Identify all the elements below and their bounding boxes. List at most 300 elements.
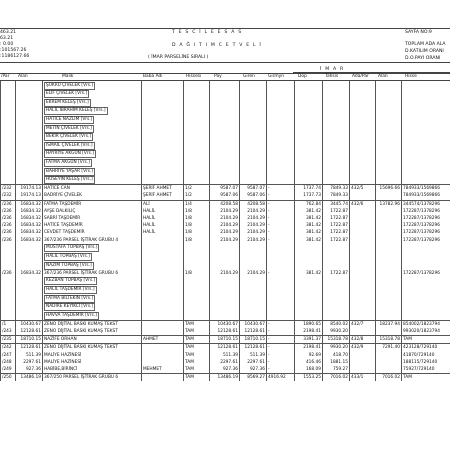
cell-giren: 10430.67: [240, 320, 267, 328]
cell-baba: [142, 311, 184, 320]
table-row: [1, 90, 450, 99]
cell-alan2: 7291.40: [376, 344, 402, 352]
cell-adapar: [350, 222, 376, 229]
cell-hisse2: [402, 252, 450, 261]
cell-baba: [142, 124, 184, 133]
cell-giren: 18710.15: [240, 336, 267, 344]
heir-owner-name: BAHRİYE YAŞAR [Vrs.]: [46, 168, 94, 174]
cell-alan: 16834.32: [16, 237, 43, 244]
cell-hisse: 1/2: [184, 192, 210, 200]
cell-alan2: 15318.78: [376, 336, 402, 344]
table-body: [1, 81, 450, 381]
heir-owner-name: METİN ÇİVELEK [Vrs.]: [46, 125, 92, 131]
cell-hisse2: 188115/729140: [402, 359, 450, 366]
table-row: [1, 192, 450, 200]
cell-alan2: [376, 294, 402, 303]
cell-girmyn: [267, 176, 295, 185]
cell-adapar: [350, 208, 376, 215]
cell-baba: [142, 98, 184, 107]
cell-malik: MALİYE HAZİNESİ: [43, 359, 142, 366]
col-header-hisse2: Hisse: [405, 74, 417, 79]
cell-hisse2: [402, 133, 450, 142]
table-row: [1, 185, 450, 193]
cell-hisse: [184, 158, 210, 167]
cell-hisse2: [402, 115, 450, 124]
cell-hisse2: [402, 294, 450, 303]
cell-alan2: [376, 311, 402, 320]
cell-alan: 10430.67: [16, 320, 43, 328]
cell-malik: BADRİYE ÇİVELEK: [43, 192, 142, 200]
cell-par: /236: [1, 229, 16, 236]
cell-hisse: [184, 277, 210, 286]
cell-dop: 2198.41: [295, 328, 323, 336]
table-row: [1, 222, 450, 229]
cell-alan2: [376, 192, 402, 200]
cell-giren: [240, 261, 267, 270]
cell-dop: [295, 294, 323, 303]
cell-giren: [240, 167, 267, 176]
cell-dop: 381.42: [295, 270, 323, 277]
table-row: [1, 336, 450, 344]
cell-alan: [16, 261, 43, 270]
cell-baba: [142, 158, 184, 167]
cell-alan2: [376, 107, 402, 116]
cell-giren: 2104.29: [240, 229, 267, 236]
cell-hisse2: 784933/1569866: [402, 185, 450, 193]
cell-alan2: [376, 158, 402, 167]
cell-adapar: [350, 81, 376, 90]
cell-alan: [16, 311, 43, 320]
cell-girmyn: -: [267, 215, 295, 222]
cell-giren: [240, 294, 267, 303]
cell-alan2: [376, 352, 402, 359]
cell-girmyn: [267, 252, 295, 261]
heir-owner-name: HALİL İBRAHİM KELEŞ [Vrs.]: [46, 108, 106, 114]
cell-adapar: [350, 352, 376, 359]
cell-girmyn: [267, 277, 295, 286]
col-header-adapar: Ada/Par: [352, 74, 369, 79]
cell-alan2: [376, 115, 402, 124]
cell-adapar: [350, 366, 376, 374]
cell-adapar: [350, 285, 376, 294]
cell-giren: 927.36: [240, 366, 267, 374]
cell-alan2: 15696.66: [376, 185, 402, 193]
cell-hisse: TAM: [184, 359, 210, 366]
cell-alan2: [376, 359, 402, 366]
cell-adapar: [350, 167, 376, 176]
cell-pay: [210, 294, 240, 303]
cell-hisse: TAM: [184, 320, 210, 328]
cell-hisse2: [402, 81, 450, 90]
cell-alan2: [376, 328, 402, 336]
cell-malik: [43, 261, 142, 270]
cell-alan: [16, 98, 43, 107]
table-row: [1, 229, 450, 236]
cell-adapar: [350, 150, 376, 159]
cell-adapar: [350, 124, 376, 133]
cell-hisse2: TAM: [402, 336, 450, 344]
cell-girmyn: [267, 285, 295, 294]
cell-tahsis: 7849.33: [323, 192, 350, 200]
cell-hisse2: 172287/1378296: [402, 237, 450, 244]
cell-dop: [295, 81, 323, 90]
cell-hisse: 1/8: [184, 237, 210, 244]
cell-baba: [142, 176, 184, 185]
cell-hisse: [184, 252, 210, 261]
cell-par: /1: [1, 320, 16, 328]
cell-giren: [240, 124, 267, 133]
cell-baba: HALİL: [142, 222, 184, 229]
cell-hisse: TAM: [184, 328, 210, 336]
cell-baba: HALİL: [142, 215, 184, 222]
dop-share-ratio-label: D.O.PAYI ORANI: [405, 56, 441, 61]
cell-malik: [43, 98, 142, 107]
cell-dop: [295, 244, 323, 253]
cell-alan2: [376, 90, 402, 99]
cell-par: [1, 261, 16, 270]
cell-girmyn: -: [267, 320, 295, 328]
cell-hisse: TAM: [184, 374, 210, 382]
cell-alan: [16, 133, 43, 142]
cell-pay: 2104.29: [210, 237, 240, 244]
cell-tahsis: [323, 252, 350, 261]
cell-malik: [43, 115, 142, 124]
cell-giren: [240, 158, 267, 167]
cell-malik: CEVDET TAŞDEMİR: [43, 229, 142, 236]
cell-giren: [240, 311, 267, 320]
cell-pay: [210, 252, 240, 261]
cell-malik: ZENO DİJİTAL BASKI KUMAŞ TEKST: [43, 328, 142, 336]
cell-hisse: 1/8: [184, 208, 210, 215]
cell-tahsis: [323, 176, 350, 185]
cell-giren: 8569.27: [240, 374, 267, 382]
cell-par: [1, 150, 16, 159]
cell-dop: 381.42: [295, 237, 323, 244]
cell-baba: [142, 344, 184, 352]
table-row: [1, 277, 450, 286]
cell-par: /236: [1, 222, 16, 229]
cell-hisse2: [402, 150, 450, 159]
imar-group-label: İ M A R: [320, 67, 345, 72]
cell-baba: [142, 352, 184, 359]
table-row: [1, 98, 450, 107]
cell-dop: [295, 285, 323, 294]
cell-girmyn: [267, 244, 295, 253]
heir-owner-name: ŞÜKRÜ ÇİVELEK [Vrs.]: [46, 82, 94, 88]
cell-pay: 2104.29: [210, 215, 240, 222]
document-title: T E S C İ L E E S A S: [172, 30, 243, 35]
cell-adapar: [350, 141, 376, 150]
cell-pay: [210, 244, 240, 253]
cell-baba: [142, 285, 184, 294]
cell-alan2: [376, 150, 402, 159]
cell-hisse2: [402, 261, 450, 270]
cell-tahsis: [323, 244, 350, 253]
cell-tahsis: 7849.33: [323, 185, 350, 193]
cell-alan: [16, 81, 43, 90]
cell-adapar: [350, 107, 376, 116]
table-row: [1, 328, 450, 336]
cell-hisse: [184, 311, 210, 320]
cell-malik: HATİCE CAN: [43, 185, 142, 193]
cell-baba: [142, 237, 184, 244]
cell-hisse2: [402, 285, 450, 294]
cell-alan2: [376, 124, 402, 133]
heir-owner-name: FATMA AKGÜN [Vrs.]: [46, 159, 90, 165]
cell-girmyn: -: [267, 237, 295, 244]
cell-alan2: [376, 208, 402, 215]
cell-adapar: [350, 133, 376, 142]
cell-hisse2: [402, 124, 450, 133]
cell-girmyn: [267, 158, 295, 167]
cell-par: [1, 107, 16, 116]
cell-tahsis: 8540.02: [323, 320, 350, 328]
cell-baba: [142, 150, 184, 159]
cell-hisse: 1/8: [184, 229, 210, 236]
cell-malik: [43, 124, 142, 133]
cell-alan2: [376, 261, 402, 270]
cell-alan2: [376, 176, 402, 185]
cell-dop: [295, 90, 323, 99]
cell-dop: 1553.25: [295, 374, 323, 382]
table-row: [1, 244, 450, 253]
cell-adapar: [350, 176, 376, 185]
table-row: [1, 215, 450, 222]
cell-baba: ŞERİF AHMET: [142, 185, 184, 193]
heir-owner-name: KEZBAN TOPBAŞ [Vrs.]: [46, 278, 96, 284]
cell-adapar: 432/9: [350, 344, 376, 352]
cell-malik: [43, 294, 142, 303]
cell-pay: [210, 261, 240, 270]
cell-malik: [43, 167, 142, 176]
cell-girmyn: -: [267, 270, 295, 277]
cell-adapar: 432/6: [350, 200, 376, 208]
cell-girmyn: [267, 107, 295, 116]
cell-pay: [210, 107, 240, 116]
col-header-dop: Dop: [298, 74, 307, 79]
cell-adapar: [350, 359, 376, 366]
cell-adapar: [350, 261, 376, 270]
cell-hisse2: 172287/1378296: [402, 229, 450, 236]
cell-malik: FATMA TAŞDEMİR: [43, 200, 142, 208]
cell-alan2: [376, 141, 402, 150]
cell-tahsis: 1722.87: [323, 208, 350, 215]
cell-alan: 16834.32: [16, 215, 43, 222]
cell-girmyn: -: [267, 192, 295, 200]
cell-malik: [43, 90, 142, 99]
table-row: [1, 81, 450, 90]
heir-owner-name: MUSTAFA TOPBAŞ [Vrs.]: [46, 245, 98, 251]
cell-par: [1, 124, 16, 133]
cell-dop: [295, 167, 323, 176]
cell-giren: [240, 252, 267, 261]
cell-pay: [210, 141, 240, 150]
cell-dop: 381.42: [295, 208, 323, 215]
page-number: SAYFA NO:9: [405, 30, 432, 35]
cell-tahsis: [323, 150, 350, 159]
heir-owner-name: HAVVA TAŞDEMİR [Vrs.]: [46, 312, 97, 318]
table-row: [1, 252, 450, 261]
cell-dop: 92.69: [295, 352, 323, 359]
participation-ratio-label: D.KATILIM ORANI: [405, 49, 444, 54]
col-header-alan2: Alan: [378, 74, 388, 79]
cell-baba: [142, 244, 184, 253]
cell-alan2: [376, 167, 402, 176]
cell-hisse2: 41870/729140: [402, 352, 450, 359]
table-row: [1, 359, 450, 366]
cell-tahsis: [323, 167, 350, 176]
cell-alan2: 13782.96: [376, 200, 402, 208]
cell-alan: [16, 115, 43, 124]
table-row: [1, 167, 450, 176]
heir-owner-name: HATİCE NAZLIM [Vrs.]: [46, 116, 93, 122]
document-subtitle: ( İMAR PARSELİNE SIRALI ): [148, 55, 209, 60]
cell-pay: 18710.15: [210, 336, 240, 344]
cell-hisse: [184, 285, 210, 294]
cell-par: /242: [1, 344, 16, 352]
cell-alan: 19174.13: [16, 192, 43, 200]
cell-tahsis: 1722.87: [323, 270, 350, 277]
cell-malik: AYŞE DALKILIÇ: [43, 208, 142, 215]
cell-alan2: [376, 222, 402, 229]
col-header-baba: Baba Adı: [143, 74, 163, 79]
cell-adapar: [350, 244, 376, 253]
cell-par: [1, 252, 16, 261]
cell-par: [1, 81, 16, 90]
cell-dop: [295, 98, 323, 107]
cell-pay: 2297.61: [210, 359, 240, 366]
cell-alan: 16834.32: [16, 270, 43, 277]
header-left-value-3: : 0.00: [0, 42, 14, 47]
cell-dop: [295, 277, 323, 286]
cell-girmyn: -: [267, 185, 295, 193]
cell-par: /236: [1, 200, 16, 208]
heir-owner-name: HALİL TOPBAŞ [Vrs.]: [46, 253, 90, 259]
cell-hisse2: [402, 176, 450, 185]
cell-adapar: 432/8: [350, 336, 376, 344]
cell-tahsis: [323, 285, 350, 294]
cell-hisse2: [402, 107, 450, 116]
cell-giren: 511.39: [240, 352, 267, 359]
cell-pay: [210, 176, 240, 185]
cell-dop: 1890.65: [295, 320, 323, 328]
cell-par: /232: [1, 185, 16, 193]
cell-dop: 381.42: [295, 229, 323, 236]
cell-adapar: [350, 115, 376, 124]
cell-pay: 12128.61: [210, 328, 240, 336]
cell-girmyn: [267, 133, 295, 142]
cell-malik: NAZİFE ORHAN: [43, 336, 142, 344]
cell-malik: ZENO DİJİTAL BASKI KUMAŞ TEKST: [43, 344, 142, 352]
cell-adapar: [350, 158, 376, 167]
cell-malik: HABİBE,BİRİNCİ: [43, 366, 142, 374]
cell-adapar: [350, 215, 376, 222]
cell-alan2: [376, 244, 402, 253]
cell-tahsis: [323, 158, 350, 167]
cell-girmyn: 4916.92: [267, 374, 295, 382]
cell-pay: [210, 81, 240, 90]
cell-alan: [16, 294, 43, 303]
cell-adapar: [350, 277, 376, 286]
cell-hisse2: 75927/729140: [402, 366, 450, 374]
cell-alan: [16, 252, 43, 261]
cell-girmyn: -: [267, 344, 295, 352]
cell-adapar: [350, 98, 376, 107]
cell-alan2: [376, 270, 402, 277]
cell-hisse: [184, 98, 210, 107]
cell-hisse: TAM: [184, 336, 210, 344]
cell-dop: 762.84: [295, 200, 323, 208]
imar-group-rule: [293, 72, 450, 73]
cell-alan2: [376, 277, 402, 286]
cell-hisse: [184, 81, 210, 90]
cell-pay: [210, 303, 240, 312]
cell-adapar: [350, 252, 376, 261]
cell-girmyn: -: [267, 366, 295, 374]
cell-malik: MALİYE HAZİNESİ: [43, 352, 142, 359]
cell-girmyn: -: [267, 328, 295, 336]
cell-pay: 9587.07: [210, 185, 240, 193]
cell-hisse: TAM: [184, 344, 210, 352]
cell-adapar: 432/5: [350, 185, 376, 193]
cell-girmyn: [267, 261, 295, 270]
cell-hisse: 1/8: [184, 215, 210, 222]
cell-par: [1, 294, 16, 303]
cell-pay: 2104.29: [210, 222, 240, 229]
table-row: [1, 176, 450, 185]
cell-girmyn: -: [267, 208, 295, 215]
cell-malik: [43, 150, 142, 159]
cell-giren: 2104.29: [240, 222, 267, 229]
cell-giren: 9587.07: [240, 185, 267, 193]
cell-baba: ŞERİF AHMET: [142, 192, 184, 200]
table-row: [1, 141, 450, 150]
cell-hisse2: [402, 311, 450, 320]
cell-hisse2: 172287/1378296: [402, 215, 450, 222]
col-header-hisse: Hissesi: [186, 74, 202, 79]
header-left-value-5: :1186127.66: [0, 54, 30, 59]
cell-girmyn: [267, 311, 295, 320]
cell-par: /236: [1, 215, 16, 222]
heir-owner-name: HALİL TAŞDEMİR [Vrs.]: [46, 286, 95, 292]
cell-dop: [295, 150, 323, 159]
cell-alan2: [376, 98, 402, 107]
cell-malik: [43, 81, 142, 90]
cell-adapar: [350, 270, 376, 277]
cell-tahsis: [323, 107, 350, 116]
cell-par: [1, 133, 16, 142]
cell-giren: [240, 107, 267, 116]
cell-alan: 12128.61: [16, 328, 43, 336]
distribution-table: [0, 81, 450, 381]
cell-hisse: [184, 303, 210, 312]
cell-dop: 416.46: [295, 359, 323, 366]
cell-baba: [142, 277, 184, 286]
header-top-rule: [0, 28, 450, 29]
cell-par: /236: [1, 208, 16, 215]
cell-malik: 367/250 PARSEL İŞTİRAK GRUBU 6: [43, 374, 142, 382]
cell-alan2: [376, 237, 402, 244]
cell-hisse: [184, 150, 210, 159]
cell-par: [1, 244, 16, 253]
cell-girmyn: -: [267, 336, 295, 344]
heir-owner-name: HÜSEYİN KELEŞ [Vrs.]: [46, 177, 93, 183]
cell-hisse2: [402, 167, 450, 176]
cell-girmyn: [267, 115, 295, 124]
cell-par: [1, 90, 16, 99]
cell-hisse: [184, 107, 210, 116]
cell-alan: 16834.32: [16, 229, 43, 236]
